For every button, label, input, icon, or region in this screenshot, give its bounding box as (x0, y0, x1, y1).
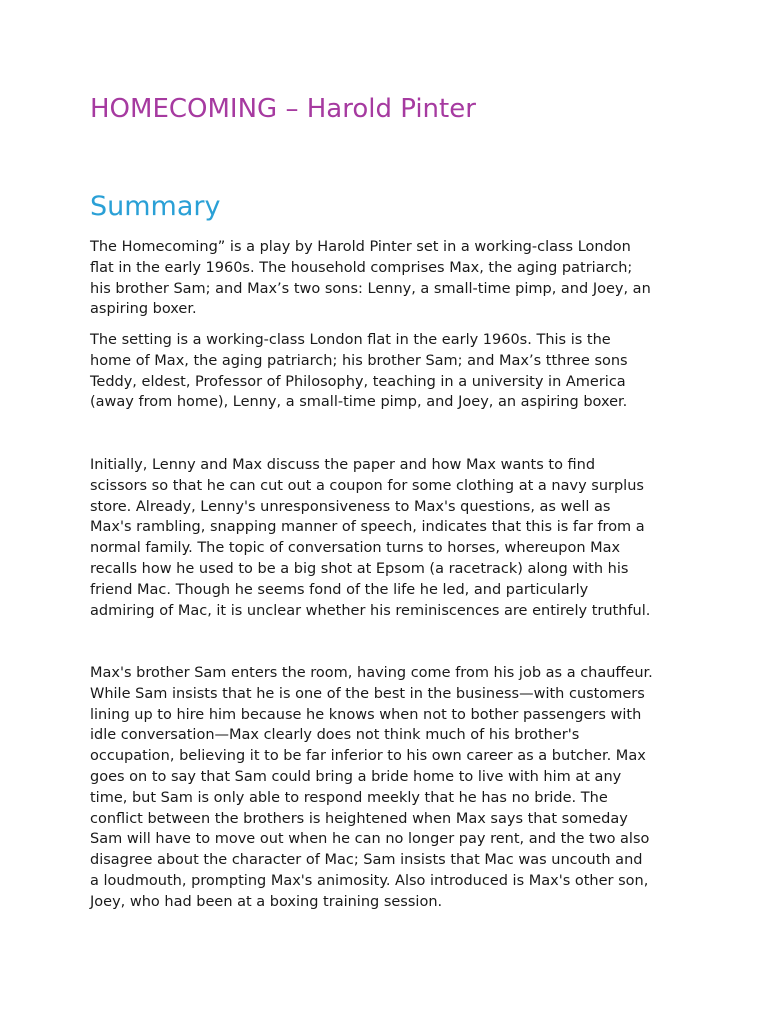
text-line: disagree about the character of Mac; Sam insists that Mac was uncouth and (90, 852, 643, 869)
text-line: store. Already, Lenny's unresponsiveness to Max's questions, as well as (90, 498, 611, 515)
text-line: Max's brother Sam enters the room, having come from his job as a chauffeur. (90, 665, 653, 681)
text-line: Sam will have to move out when he can no longer pay rent, and the two also (90, 831, 650, 848)
document-title: HOMECOMING – Harold Pinter (90, 94, 476, 124)
text-line: recalls how he used to be a big shot at Epsom (a racetrack) along with his (90, 560, 629, 577)
paragraph-3 (90, 455, 690, 621)
text-line: time, but Sam is only able to respond meekly that he has no bride. The (90, 789, 608, 806)
text-line: Max's rambling, snapping manner of speech, indicates that this is far from a (90, 519, 645, 536)
text-line: home of Max, the aging patriarch; his brother Sam; and Max’s tthree sons (90, 352, 628, 369)
text-line: While Sam insists that he is one of the best in the business—with customers (90, 685, 645, 702)
text-line: friend Mac. Though he seems fond of the life he led, and particularly (90, 581, 589, 598)
text-line: flat in the early 1960s. The household comprises Max, the aging patriarch; (90, 259, 633, 276)
text-line: (away from home), Lenny, a small-time pimp, and Joey, an aspiring boxer. (90, 394, 628, 411)
text-line: Initially, Lenny and Max discuss the paper and how Max wants to find (90, 457, 596, 473)
text-line: The Homecoming” is a play by Harold Pinter set in a working-class London (90, 239, 631, 255)
text-line: scissors so that he can cut out a coupon for some clothing at a navy surplus (90, 477, 644, 494)
paragraph-1 (90, 237, 690, 320)
text-line: a loudmouth, prompting Max's animosity. Also introduced is Max's other son, (90, 872, 649, 889)
text-line: his brother Sam; and Max’s two sons: Lenny, a small-time pimp, and Joey, an (90, 280, 651, 297)
text-line: occupation, believing it to be far inferior to his own career as a butcher. Max (90, 748, 646, 765)
text-line: conflict between the brothers is heightened when Max says that someday (90, 810, 628, 827)
paragraph-2 (90, 330, 690, 413)
text-line: normal family. The topic of conversation turns to horses, whereupon Max (90, 540, 621, 557)
text-line: admiring of Mac, it is unclear whether his reminiscences are entirely truthful. (90, 602, 651, 619)
paragraph-4 (90, 663, 690, 913)
text-line: idle conversation—Max clearly does not think much of his brother's (90, 727, 580, 744)
text-line: The setting is a working-class London flat in the early 1960s. This is the (90, 332, 611, 348)
section-heading-summary: Summary (90, 191, 221, 222)
text-line: goes on to say that Sam could bring a bride home to live with him at any (90, 768, 622, 785)
text-line: Joey, who had been at a boxing training session. (90, 893, 443, 910)
text-line: Teddy, eldest, Professor of Philosophy, teaching in a university in America (90, 373, 626, 390)
text-line: lining up to hire him because he knows when not to bother passengers with (90, 706, 642, 723)
text-line: aspiring boxer. (90, 301, 197, 318)
